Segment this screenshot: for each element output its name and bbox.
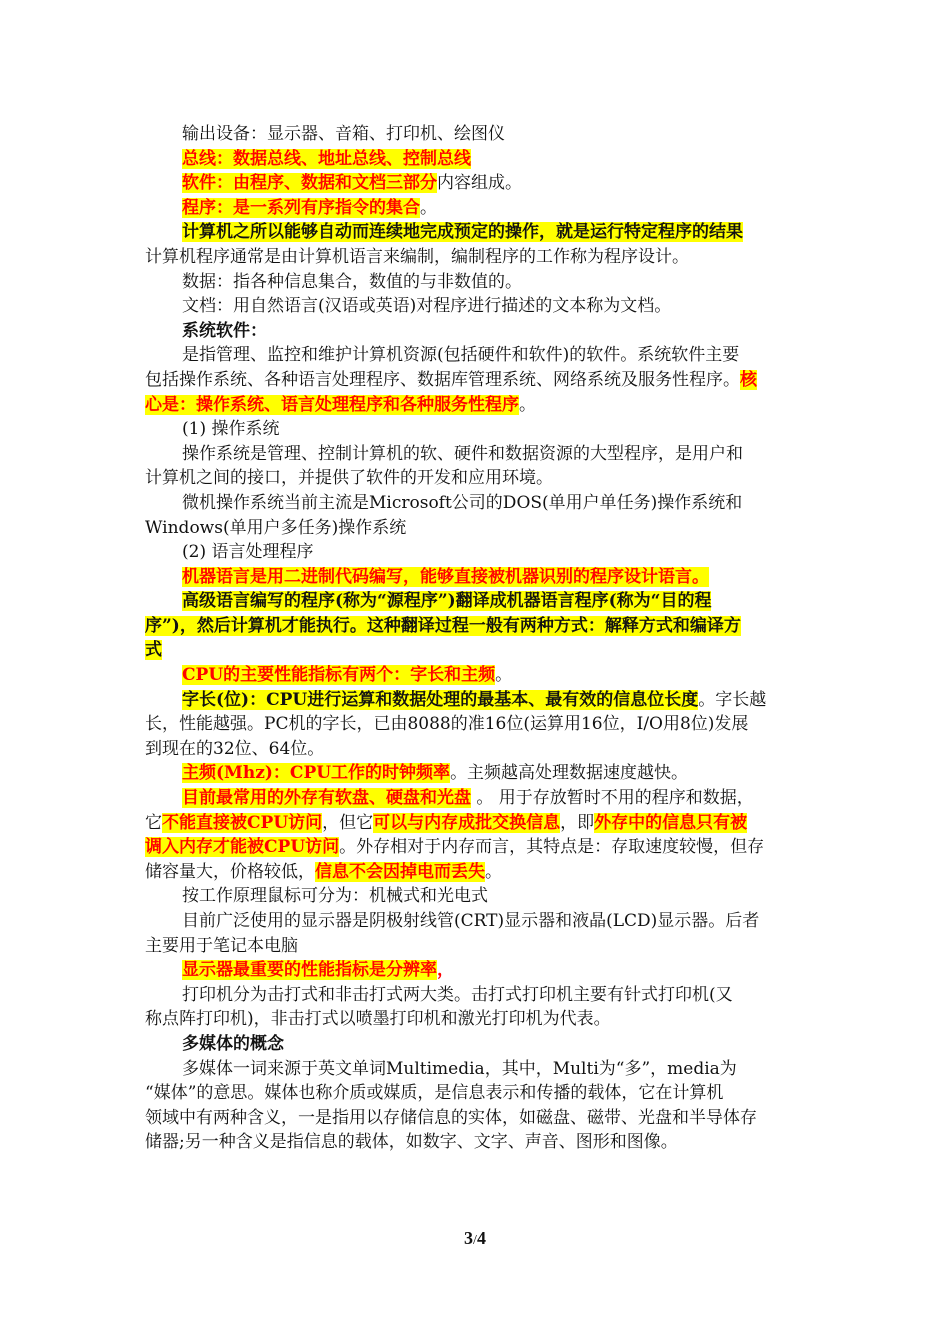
text-run: ，即 (560, 812, 595, 833)
text-line (145, 245, 810, 270)
text-line (145, 712, 810, 737)
text-line (145, 466, 810, 491)
text-run: (2) 语言处理程序 (182, 542, 314, 563)
highlighted-text: 系统软件： (182, 320, 267, 341)
highlighted-text: 多媒体的概念 (182, 1033, 284, 1054)
text-run: 到现在的32位、64位。 (145, 738, 325, 759)
highlighted-text: 式 (145, 640, 162, 661)
page-separator: / (473, 1233, 477, 1248)
text-line (145, 294, 810, 319)
highlighted-text: 序”)，然后计算机才能执行。这种翻译过程一般有两种方式：解释方式和编译方 (145, 615, 741, 636)
text-line (145, 220, 810, 245)
text-run: 。 (485, 861, 502, 882)
text-line (145, 589, 810, 614)
text-line (145, 442, 810, 467)
highlighted-text: 外存中的信息只有被 (594, 812, 748, 833)
text-run: 计算机之间的接口，并提供了软件的开发和应用环境。 (145, 468, 553, 489)
text-line (145, 368, 810, 393)
highlighted-text: 心是：操作系统、语言处理程序和各种服务性程序 (145, 394, 519, 415)
text-line (145, 1032, 810, 1057)
highlighted-text: 软件：由程序、数据和文档三部分 (182, 173, 437, 194)
text-run: 按工作原理鼠标可分为：机械式和光电式 (182, 886, 488, 907)
highlighted-text: 显示器最重要的性能指标是分辨率 (182, 960, 437, 981)
text-line (145, 1130, 810, 1155)
text-run: 主要用于笔记本电脑 (145, 935, 298, 956)
text-run: 目前广泛使用的显示器是阴极射线管(CRT)显示器和液晶(LCD)显示器。后者 (182, 911, 760, 931)
text-run: 计算机程序通常是由计算机语言来编制，编制程序的工作称为程序设计。 (145, 246, 689, 267)
text-line (145, 491, 810, 516)
text-line (145, 1106, 810, 1131)
text-line (145, 835, 810, 860)
text-run: “媒体”的意思。媒体也称介质或媒质，是信息表示和传播的载体，它在计算机 (145, 1083, 724, 1104)
text-run: 操作系统是管理、控制计算机的软、硬件和数据资源的大型程序，是用户和 (182, 443, 743, 464)
highlighted-text: 不能直接被CPU访问 (162, 812, 323, 833)
text-run: 。 (420, 197, 437, 218)
text-line (145, 983, 810, 1008)
text-line (145, 786, 810, 811)
text-line (145, 663, 810, 688)
text-line (145, 884, 810, 909)
text-run: 多媒体一词来源于英文单词Multimedia，其中，Multi为“多”，media为 (182, 1058, 737, 1079)
highlighted-text: 总线：数据总线、地址总线、控制总线 (182, 148, 471, 169)
text-run: 数据：指各种信息集合，数值的与非数值的。 (182, 271, 522, 292)
highlighted-text: ， (437, 960, 454, 981)
text-run: 。 (519, 394, 536, 415)
text-line (145, 565, 810, 590)
text-run: (1) 操作系统 (182, 419, 280, 440)
text-run: 它 (145, 812, 162, 833)
text-run: 打印机分为击打式和非击打式两大类。击打式打印机主要有针式打印机(又 (182, 984, 733, 1005)
highlighted-text: 核 (740, 369, 757, 390)
text-run: 包括操作系统、各种语言处理程序、数据库管理系统、网络系统及服务性程序。 (145, 369, 740, 390)
text-line (145, 811, 810, 836)
text-line (145, 761, 810, 786)
text-line (145, 270, 810, 295)
text-run: Windows(单用户多任务)操作系统 (145, 517, 407, 538)
text-line (145, 638, 810, 663)
page-number (0, 1228, 950, 1249)
text-run: 。主频越高处理数据速度越快。 (450, 763, 689, 784)
text-run: 称点阵打印机)，非击打式以喷墨打印机和激光打印机为代表。 (145, 1009, 611, 1030)
text-line (145, 516, 810, 541)
highlighted-text: 机器语言是用二进制代码编写，能够直接被机器识别的程序设计语言。 (182, 566, 709, 587)
text-line (145, 737, 810, 762)
text-line (145, 147, 810, 172)
text-line (145, 934, 810, 959)
text-line (145, 1081, 810, 1106)
highlighted-text: 调入内存才能被CPU访问 (145, 837, 340, 858)
text-line (145, 343, 810, 368)
page-current: 3 (464, 1228, 474, 1248)
text-run: ，但它 (322, 812, 374, 833)
text-run: 储器;另一种含义是指信息的载体，如数字、文字、声音、图形和图像。 (145, 1132, 678, 1153)
text-line (145, 196, 810, 221)
text-run: 长，性能越强。PC机的字长，已由8088的准16位(运算用16位，I/O用8位)发展 (145, 714, 749, 735)
highlighted-text: 程序：是一系列有序指令的集合 (182, 197, 420, 218)
text-run: 。字长越 (698, 689, 767, 710)
text-line (145, 1057, 810, 1082)
text-run: 领域中有两种含义，一是指用以存储信息的实体，如磁盘、磁带、光盘和半导体存 (145, 1107, 757, 1128)
text-line (145, 909, 810, 934)
text-run: 内容组成。 (437, 173, 522, 194)
text-run: 微机操作系统当前主流是Microsoft公司的DOS(单用户单任务)操作系统和 (182, 492, 743, 513)
highlighted-text: CPU的主要性能指标有两个：字长和主频 (182, 665, 496, 686)
text-line (145, 860, 810, 885)
highlighted-text: 目前最常用的外存有软盘、硬盘和光盘 (182, 788, 471, 809)
page-total: 4 (476, 1228, 486, 1248)
text-run: 输出设备：显示器、音箱、打印机、绘图仪 (182, 124, 505, 144)
text-run: 。外存相对于内存而言，其特点是：存取速度较慢，但存 (339, 837, 765, 858)
highlighted-text: 主频(Mhz)：CPU工作的时钟频率 (182, 763, 451, 784)
text-line (145, 958, 810, 983)
highlighted-text: 计算机之所以能够自动而连续地完成预定的操作，就是运行特定程序的结果 (182, 222, 743, 243)
text-line (145, 614, 810, 639)
text-run: 是指管理、监控和维护计算机资源(包括硬件和软件)的软件。系统软件主要 (182, 345, 740, 366)
text-line (145, 319, 810, 344)
text-run: 。 (495, 665, 513, 686)
text-run: 。 用于存放暂时不用的程序和数据， (471, 788, 754, 809)
text-line (145, 393, 810, 418)
document-body (145, 122, 810, 1155)
highlighted-text: 字长(位)：CPU进行运算和数据处理的最基本、最有效的信息位长度 (182, 689, 699, 710)
text-line (145, 171, 810, 196)
text-line (145, 122, 810, 147)
text-line (145, 1007, 810, 1032)
text-line (145, 688, 810, 713)
highlighted-text: 信息不会因掉电而丢失 (315, 861, 485, 882)
highlighted-text: 可以与内存成批交换信息 (373, 812, 561, 833)
highlighted-text: 高级语言编写的程序(称为“源程序”)翻译成机器语言程序(称为“目的程 (182, 591, 712, 612)
text-line (145, 540, 810, 565)
text-line (145, 417, 810, 442)
text-run: 文档：用自然语言(汉语或英语)对程序进行描述的文本称为文档。 (182, 296, 672, 317)
text-run: 储容量大，价格较低， (145, 861, 315, 882)
